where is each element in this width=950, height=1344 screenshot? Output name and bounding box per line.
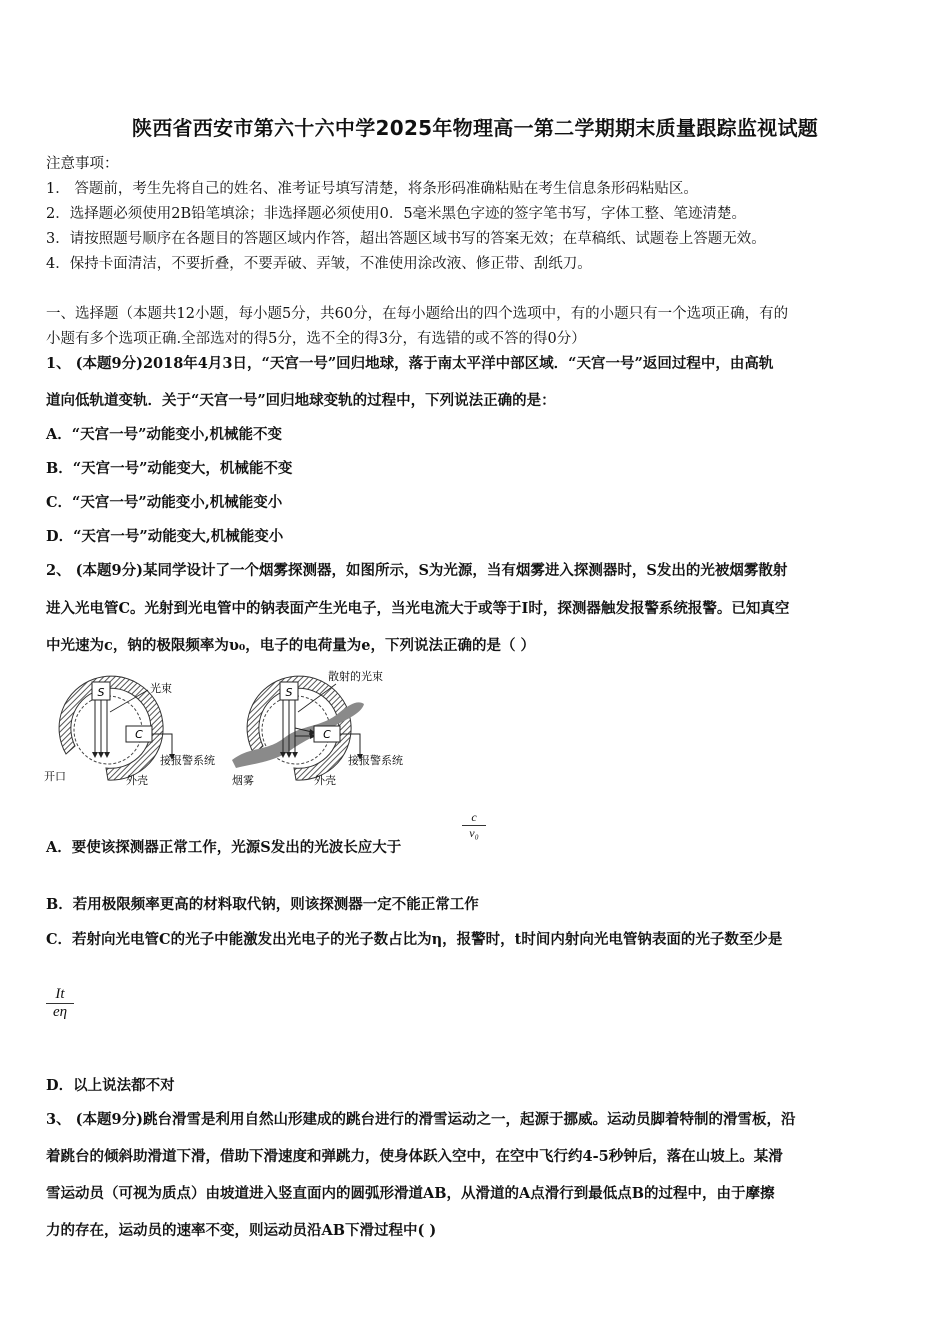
shell-label: 外壳 (126, 774, 148, 787)
notice-item: 3．请按照题号顺序在各题目的答题区域内作答，超出答题区域书写的答案无效；在草稿纸、试题卷上答题无效。 (46, 231, 766, 247)
page-title: 陕西省西安市第六十六中学2025年物理高一第二学期期末质量跟踪监视试题 (131, 116, 819, 140)
source-label: S (97, 686, 105, 699)
smoke-label: 烟雾 (232, 774, 254, 787)
source-label: S (285, 686, 293, 699)
q2-option-c: C．若射向光电管C的光子中能激发出光电子的光子数占比为η，报警时，t时间内射向光电管钠表面的光子数至少是 (46, 931, 783, 948)
question-3-stem-cont: 着跳台的倾斜助滑道下滑，借助下滑速度和弹跳力，使身体跃入空中，在空中飞行约4-5秒钟后，落在山坡上。某滑 (46, 1148, 783, 1165)
opening-label: 开口 (44, 770, 66, 783)
q1-option-c: C．“天宫一号”动能变小,机械能变小 (46, 494, 283, 511)
smoke-detector-figure (44, 668, 404, 796)
fraction-it-over-eeta (46, 986, 74, 1021)
fraction-denominator: eη (52, 1004, 68, 1020)
photocell-label: C (135, 728, 143, 741)
photocell-label: C (323, 728, 331, 741)
notice-item: 4．保持卡面清洁，不要折叠，不要弄破、弄皱，不准使用涂改液、修正带、刮纸刀。 (46, 256, 592, 272)
alarm-label: 接报警系统 (348, 754, 403, 767)
notice-item: 1． 答题前，考生先将自己的姓名、准考证号填写清楚，将条形码准确粘贴在考生信息条形码粘贴区。 (46, 181, 698, 197)
q1-option-b: B．“天宫一号”动能变大，机械能不变 (46, 460, 293, 477)
question-2-stem-cont: 中光速为c，钠的极限频率为υ₀，电子的电荷量为e，下列说法正确的是（ ） (46, 637, 536, 654)
detector-right-diagram (232, 669, 403, 787)
question-2-stem-cont: 进入光电管C。光射到光电管中的钠表面产生光电子，当光电流大于或等于I时，探测器触发报警系统报警。已知真空 (46, 600, 790, 617)
question-3-stem: 3、 (本题9分)跳台滑雪是利用自然山形建成的跳台进行的滑雪运动之一，起源于挪威。运动员脚着特制的滑雪板，沿 (46, 1111, 796, 1128)
question-1-stem: 1、 (本题9分)2018年4月3日，“天宫一号”回归地球，落于南太平洋中部区域．“天宫一号”返回过程中，由高轨 (46, 355, 774, 372)
notice-item: 2．选择题必须使用2B铅笔填涂；非选择题必须使用0．5毫米黑色字迹的签字笔书写，字体工整、笔迹清楚。 (46, 206, 747, 222)
alarm-label: 接报警系统 (160, 754, 215, 767)
scattered-beam-label: 散射的光束 (328, 670, 383, 683)
notice-heading: 注意事项： (46, 156, 119, 172)
fraction-numerator: It (55, 986, 65, 1002)
q2-option-a: A．要使该探测器正常工作，光源S发出的光波长应大于 (46, 839, 402, 856)
q2-option-d: D．以上说法都不对 (46, 1077, 175, 1094)
q1-option-a: A．“天宫一号”动能变小,机械能不变 (46, 426, 282, 443)
fraction-numerator: c (471, 810, 477, 824)
q2-option-b: B．若用极限频率更高的材料取代钠，则该探测器一定不能正常工作 (46, 896, 479, 913)
question-3-stem-cont: 力的存在，运动员的速率不变，则运动员沿AB下滑过程中( ) (46, 1222, 437, 1239)
detector-left-diagram (44, 676, 215, 787)
question-1-stem-cont: 道向低轨道变轨．关于“天宫一号”回归地球变轨的过程中，下列说法正确的是： (46, 392, 556, 409)
question-3-stem-cont: 雪运动员（可视为质点）由坡道进入竖直面内的圆弧形滑道AB，从滑道的A点滑行到最低点B的过程中，由于摩擦 (46, 1185, 775, 1202)
shell-label: 外壳 (314, 774, 336, 787)
section-heading-cont: 小题有多个选项正确.全部选对的得5分，选不全的得3分，有选错的或不答的得0分） (46, 331, 586, 347)
section-heading: 一、选择题（本题共12小题，每小题5分，共60分，在每小题给出的四个选项中，有的小题只有一个选项正确，有的 (46, 306, 789, 322)
fraction-denominator: v₀ (469, 826, 479, 840)
question-2-stem: 2、 (本题9分)某同学设计了一个烟雾探测器，如图所示，S为光源，当有烟雾进入探测器时，S发出的光被烟雾散射 (46, 562, 788, 579)
beam-label: 光束 (150, 682, 172, 695)
fraction-c-over-v0 (462, 810, 486, 841)
q1-option-d: D．“天宫一号”动能变大,机械能变小 (46, 528, 284, 545)
